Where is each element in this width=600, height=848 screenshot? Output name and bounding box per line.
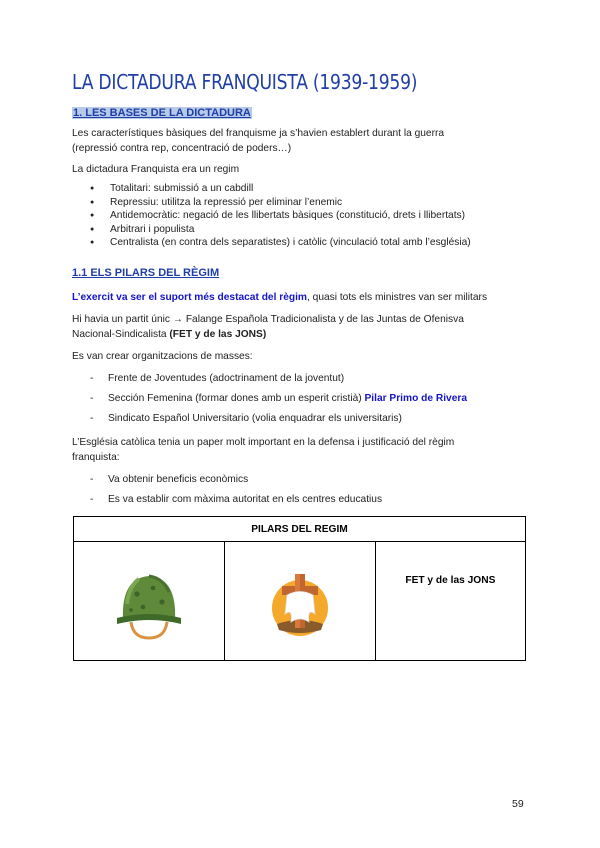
church-line-1: L’Església catòlica tenia un paper molt important en la defensa i justificació del règim: [72, 437, 455, 448]
list-item: - Frente de Joventudes (adoctrinament de la joventut): [72, 372, 467, 392]
page-number: 59: [512, 798, 524, 810]
intro-line-2: (repressió contra rep, concentració de poders…): [72, 143, 292, 154]
fet-jons-label: FET y de las JONS: [405, 575, 496, 586]
regime-line: La dictadura Franquista era un regim: [72, 164, 240, 175]
list-item: - Es va establir com màxima autoritat en els centres educatius: [72, 493, 382, 513]
party-paragraph: [72, 312, 542, 342]
list-item: ● Centralista (en contra dels separatistes) i catòlic (vinculació total amb l’església): [72, 236, 471, 250]
page-title: LA DICTADURA FRANQUISTA (1939-1959): [72, 70, 418, 94]
list-item: [72, 392, 467, 412]
intro-paragraph: [72, 126, 542, 156]
list-item: - Sindicato Español Universitario (volia enquadrar els universitaris): [72, 412, 467, 432]
seccion-femenina-text: Sección Femenina (formar dones amb un esperit cristià): [108, 393, 365, 404]
pillar-party-cell: [375, 542, 525, 661]
section-heading-pilars: 1.1 ELS PILARS DEL RÈGIM: [72, 267, 220, 279]
list-item: ● Totalitari: submissió a un cabdill: [72, 182, 471, 196]
army-rest: , quasi tots els ministres van ser militars: [307, 292, 488, 303]
party-acronym: (FET y de las JONS): [169, 329, 267, 340]
church-list: [72, 473, 382, 513]
pillar-church-cell: [224, 542, 375, 661]
pillar-army-cell: [74, 542, 225, 661]
mass-orgs-list: [72, 372, 467, 432]
intro-line-1: Les característiques bàsiques del franquisme ja s’havien establert durant la guerra: [72, 128, 445, 139]
military-helmet-icon: [109, 562, 189, 642]
cross-icon: [265, 568, 335, 638]
church-paragraph: [72, 435, 542, 465]
pilar-primo-highlight: Pilar Primo de Rivera: [364, 393, 467, 404]
list-item: ● Repressiu: utilitza la repressió per eliminar l’enemic: [72, 196, 471, 210]
party-line-1: Hi havia un partit únic → Falange Española Tradicionalista y de las Juntas de Ofenisva: [72, 314, 464, 325]
party-line-2: [72, 327, 542, 342]
regime-bullet-list: [72, 182, 471, 250]
pillars-table: [73, 516, 526, 661]
mass-orgs-intro: Es van crear organitzacions de masses:: [72, 351, 253, 362]
party-line-2-text: Nacional-Sindicalista: [72, 329, 170, 340]
army-highlight: L’exercit va ser el suport més destacat del règim: [72, 292, 307, 303]
section-heading-bases: 1. LES BASES DE LA DICTADURA: [73, 107, 251, 119]
church-line-2: franquista:: [72, 452, 120, 463]
list-item: ● Arbitrari i populista: [72, 223, 471, 237]
army-paragraph: [72, 290, 542, 305]
pillars-table-header: PILARS DEL REGIM: [74, 517, 526, 542]
list-item: - Va obtenir beneficis econòmics: [72, 473, 382, 493]
list-item: ● Antidemocràtic: negació de les llibertats bàsiques (constitució, drets i llibertats): [72, 209, 471, 223]
